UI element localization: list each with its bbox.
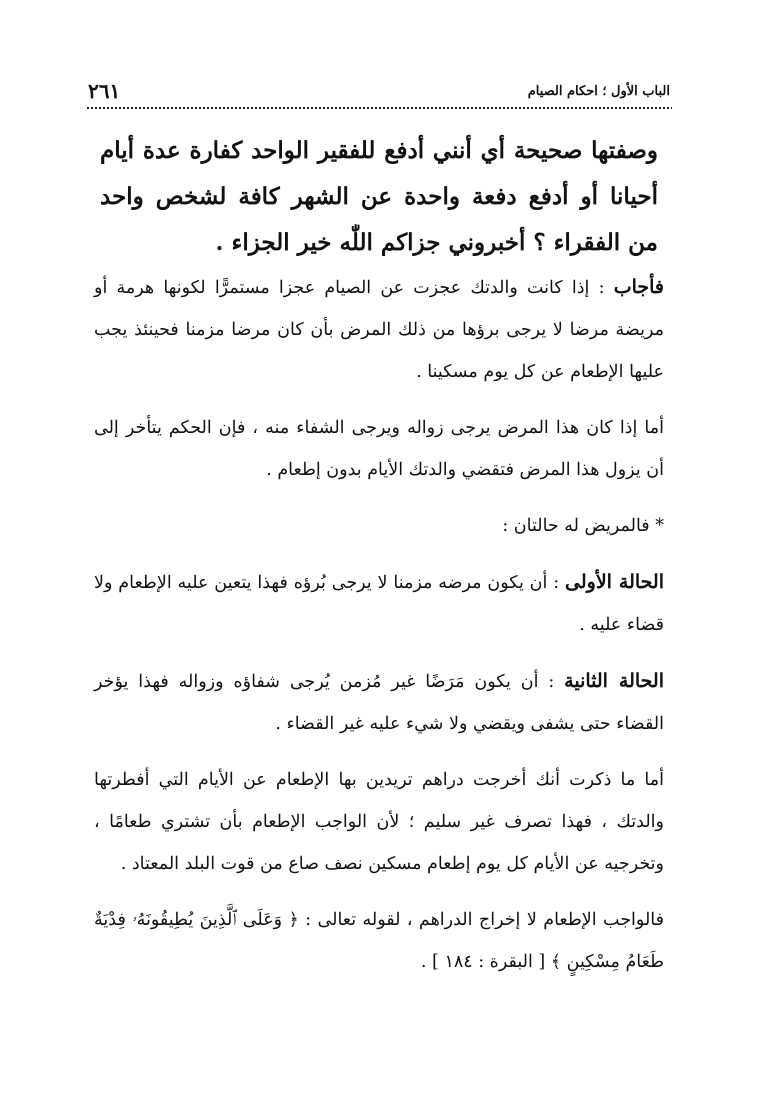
case-2-lead: الحالة الثانية [564, 670, 665, 692]
end-period: . [420, 952, 427, 972]
answer-paragraph-5 [94, 899, 664, 983]
answer-paragraph-3 [94, 505, 664, 547]
dotted-divider [86, 106, 672, 110]
verse-open-bracket: ﴿ [288, 910, 299, 930]
verse-close-bracket: ﴾ [550, 952, 562, 972]
answer-body [94, 266, 664, 997]
answer-text-5: فالواجب الإطعام لا إخراج الدراهم ، لقوله تعالى : [305, 910, 664, 930]
answer-paragraph-2: أما إذا كان هذا المرض يرجى زواله ويرجى الشفاء منه ، فإن الحكم يتأخر إلى أن يزول هذا المرض فتقضي والدتك الأيام بدون إطعام . [94, 418, 664, 480]
case-1-lead: الحالة الأولى [565, 571, 664, 593]
answer-paragraph-1 [94, 266, 664, 393]
verse-citation: [ البقرة : ١٨٤ ] [432, 952, 546, 972]
bullet-marker: * [655, 516, 664, 536]
answer-text-3: فالمريض له حالتان : [502, 516, 650, 536]
case-2-text: : أن يكون مَرَضًا غير مُزمن يُرجى شفاؤه وزواله فهذا يؤخر القضاء حتى يشفى ويقضي ولا شيء عليه غير القضاء . [94, 672, 664, 734]
quran-verse: وَعَلَى ٱلَّذِينَ يُطِيقُونَهُۥ فِدْيَةٌ طَعَامُ مِسْكِينٍ [94, 910, 664, 972]
running-header [88, 78, 670, 104]
answer-paragraph-4: أما ما ذكرت أنك أخرجت دراهم تريدين بها الإطعام عن الأيام التي أفطرتها والدتك ، فهذا تصرف غير سليم ؛ لأن الواجب الإطعام بأن تشتري طعامًا ، وتخرجيه عن الأيام كل يوم إطعام مسكين نصف صاع من قوت البلد المعتاد . [94, 770, 664, 874]
answer-text-1: : إذا كانت والدتك عجزت عن الصيام عجزا مستمرًّا لكونها هرمة أو مريضة مرضا لا يرجى برؤها من ذلك المرض بأن كان مرضا مزمنا فحينئذ يجب عليها الإطعام عن كل يوم مسكينا . [94, 278, 664, 382]
question-text: وصفتها صحيحة أي أنني أدفع للفقير الواحد كفارة عدة أيام أحيانا أو أدفع دفعة واحدة عن الشهر كافة لشخص واحد من الفقراء ؟ أخبروني جزاكم اللّٰه خير الجزاء . [100, 137, 658, 256]
chapter-title: الباب الأول ؛ احكام الصيام [527, 83, 670, 99]
case-1-paragraph [94, 561, 664, 646]
page-number: ٢٦١ [88, 79, 121, 103]
answer-lead: فأجاب [613, 276, 664, 298]
case-2-paragraph [94, 660, 664, 745]
case-1-text: : أن يكون مرضه مزمنا لا يرجى بُرؤه فهذا يتعين عليه الإطعام ولا قضاء عليه . [94, 573, 664, 635]
